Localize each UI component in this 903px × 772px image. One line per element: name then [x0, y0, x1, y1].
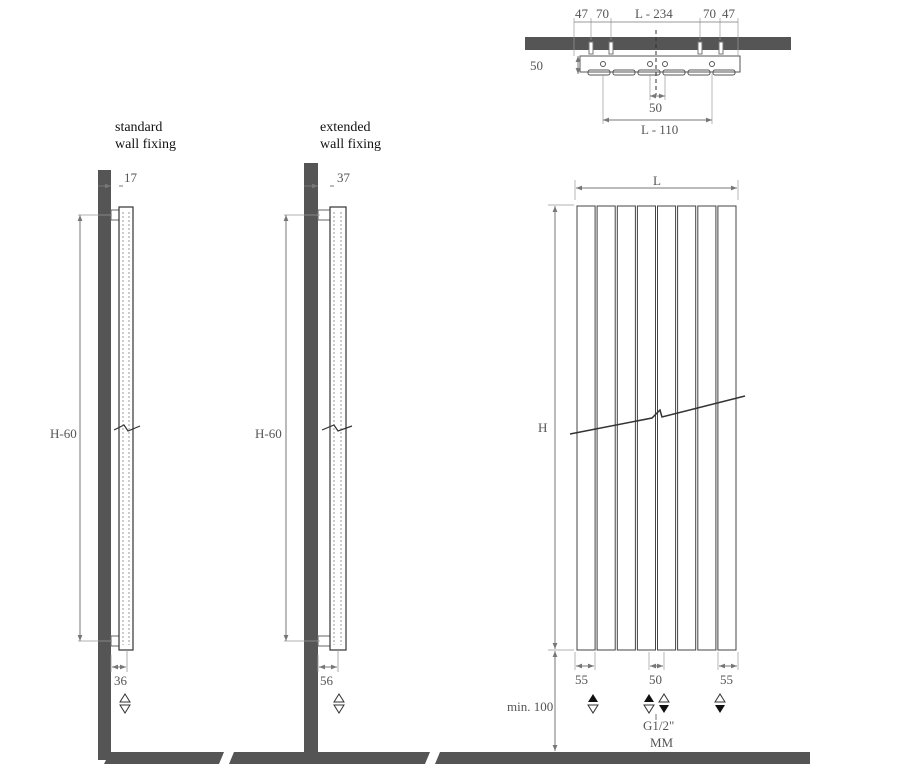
- standard-top-bracket: [111, 210, 119, 220]
- top-view: [525, 6, 791, 137]
- standard-label-line2: wall fixing: [115, 137, 177, 152]
- standard-label-line1: standard: [115, 120, 163, 135]
- flow-icon-center-2: [659, 694, 669, 702]
- top-dimension-47-left: 47: [575, 6, 588, 21]
- top-dimension-center: L - 234: [635, 6, 673, 21]
- front-view: [507, 173, 745, 751]
- top-view-wall: [525, 37, 791, 50]
- radiator-column: [617, 206, 635, 650]
- front-left-edge-dimension: 55: [575, 672, 588, 687]
- top-dimension-70-left: 70: [596, 6, 609, 21]
- front-center-dimension: 50: [649, 672, 662, 687]
- extended-label-line2: wall fixing: [320, 137, 382, 152]
- top-span-dimension: L - 110: [641, 122, 679, 137]
- radiator-column: [678, 206, 696, 650]
- front-right-edge-dimension: 55: [720, 672, 733, 687]
- thread-size: G1/2": [643, 718, 675, 733]
- extended-wall: [304, 163, 318, 760]
- standard-wall: [98, 170, 111, 760]
- top-dimension-47-right: 47: [722, 6, 735, 21]
- radiator-column: [698, 206, 716, 650]
- unit-label: MM: [650, 735, 674, 750]
- top-dimension-70-right: 70: [703, 6, 716, 21]
- standard-side-view: [50, 120, 176, 760]
- front-min-floor-dimension: min. 100: [507, 699, 554, 714]
- standard-height-dimension: H-60: [50, 426, 77, 441]
- front-height-dimension: H: [538, 420, 548, 435]
- radiator-column: [718, 206, 736, 650]
- standard-bottom-dimension: 36: [114, 673, 127, 688]
- extended-offset-dimension: 37: [337, 170, 350, 185]
- extended-bottom-dimension: 56: [320, 673, 333, 688]
- standard-offset-dimension: 17: [124, 170, 137, 185]
- standard-flow-icon: [120, 694, 130, 713]
- flow-icon-right: [715, 694, 725, 702]
- extended-flow-icon: [334, 694, 344, 713]
- standard-bottom-bracket: [111, 636, 119, 646]
- flow-icon-center-1: [644, 694, 654, 702]
- radiator-column: [577, 206, 595, 650]
- extended-height-dimension: H-60: [255, 426, 282, 441]
- flow-icon-left: [588, 694, 598, 702]
- extended-label-line1: extended: [320, 120, 371, 135]
- radiator-column: [637, 206, 655, 650]
- radiator-column: [658, 206, 676, 650]
- extended-side-view: [255, 120, 381, 760]
- top-depth-dimension: 50: [530, 58, 543, 73]
- front-width-dimension: L: [653, 173, 661, 188]
- floor: [104, 752, 810, 764]
- top-inner-dimension: 50: [649, 100, 662, 115]
